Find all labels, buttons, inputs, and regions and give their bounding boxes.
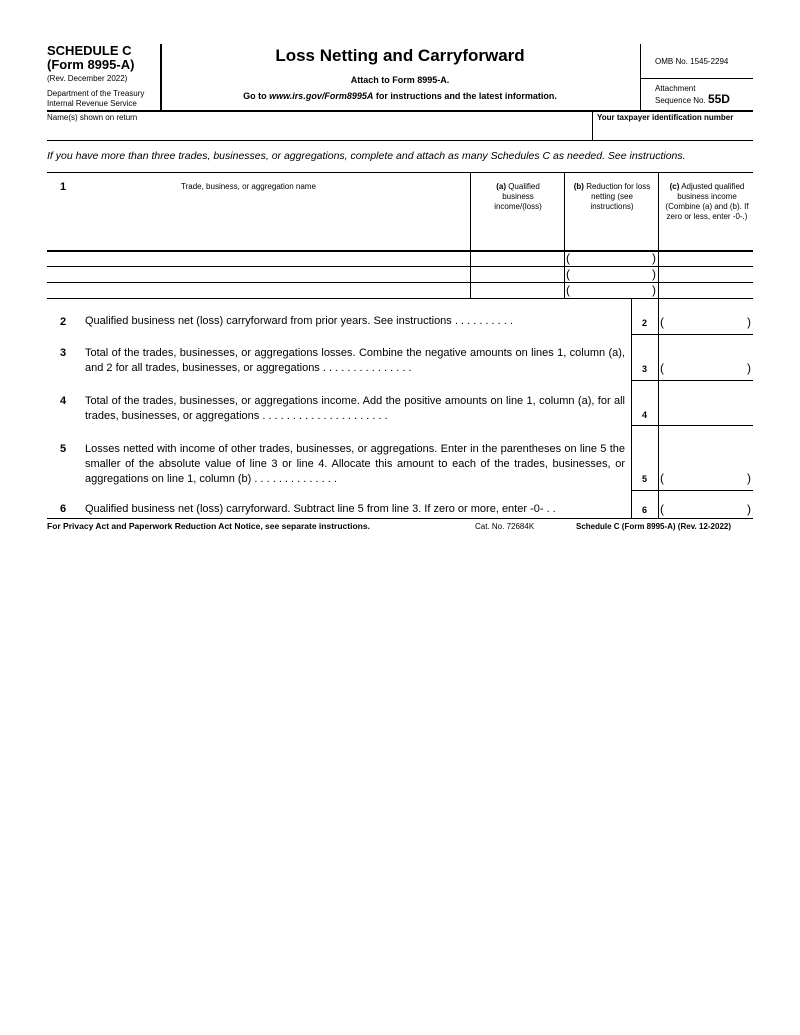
rule-line [47, 110, 753, 112]
rule-line [640, 78, 753, 79]
line-number-1: 1 [60, 181, 67, 193]
rule-line [47, 140, 753, 141]
paren: ( [566, 267, 570, 281]
col-a-header [480, 182, 556, 212]
text-span: Adjusted qualified business income (Combine (a) and (b). If zero or less, enter -0-.) [665, 182, 749, 221]
form-title: Loss Netting and Carryforward [275, 46, 525, 65]
rule-line [592, 110, 593, 140]
rule-line [47, 172, 753, 173]
rule-line [631, 334, 753, 335]
line-number-4: 4 [60, 395, 67, 407]
rule-line [47, 298, 753, 299]
catalog-number: Cat. No. 72684K [475, 522, 535, 531]
box-6-label: 6 [641, 505, 647, 515]
box-4-label: 4 [641, 410, 647, 420]
text-span: Losses netted with income of other trades, businesses, or aggregations. Enter in the parentheses on line 5 the smaller of the absolute value of line 3 or line 4. Allocate this amount to each of the trades, businesses, or aggregations on line 1, column (b) [85, 443, 625, 485]
box-5-label: 5 [641, 474, 647, 484]
line-number-5: 5 [60, 443, 67, 455]
rule-line [631, 380, 753, 381]
line-4-text [85, 394, 625, 424]
paren: ) [747, 502, 751, 516]
rule-line [631, 298, 632, 518]
line-number-3: 3 [60, 347, 67, 359]
text-span: (b) [573, 182, 584, 191]
paren: ( [566, 283, 570, 297]
line-6-amount-input[interactable] [667, 492, 747, 516]
line-5-amount-input[interactable] [667, 427, 747, 488]
text-span: . . . . . . . . . . . . . . [251, 473, 337, 485]
goto-note [160, 91, 640, 102]
paren: ( [660, 361, 664, 375]
form-number: (Form 8995-A) [47, 57, 135, 72]
box-3-label: 3 [641, 364, 647, 374]
omb-number: OMB No. 1545-2294 [655, 57, 729, 66]
text-span: Go to [243, 91, 270, 101]
line-3-amount-input[interactable] [667, 336, 747, 378]
rule-line [631, 425, 753, 426]
name-label: Name(s) shown on return [47, 113, 138, 122]
paren: ( [660, 471, 664, 485]
instruction-note: If you have more than three trades, businesses, or aggregations, complete and attach as many Schedules C as needed. See instructions. [47, 150, 686, 162]
rule-line [470, 172, 471, 298]
text-span: (a) [496, 182, 506, 191]
paren: ( [566, 251, 570, 265]
text-span: . . . . . . . . . . [451, 315, 513, 327]
tin-label: Your taxpayer identification number [597, 113, 734, 122]
text-span: Total of the trades, businesses, or aggregations income. Add the positive amounts on line 1, column (a), for all trades, businesses, or aggregations [85, 395, 625, 422]
paren: ( [660, 502, 664, 516]
irs: Internal Revenue Service [47, 99, 137, 108]
line-number-2: 2 [60, 316, 67, 328]
paren: ) [652, 283, 656, 297]
revision: (Rev. December 2022) [47, 74, 128, 83]
rule-line [631, 490, 753, 491]
text-span: . . [543, 503, 556, 515]
rule-line [564, 172, 565, 298]
footer-form-id: Schedule C (Form 8995-A) (Rev. 12-2022) [576, 522, 732, 531]
rule-line [47, 518, 753, 519]
text-span: . . . . . . . . . . . . . . . . . . . . . [259, 410, 388, 422]
text-span: Reduction for loss netting (see instructions) [583, 182, 651, 211]
line-number-6: 6 [60, 503, 67, 515]
paren: ) [747, 361, 751, 375]
line-6-text [85, 502, 630, 517]
line-2-amount-input[interactable] [667, 300, 747, 332]
attach-note: Attach to Form 8995-A. [350, 75, 450, 85]
text-span: Qualified business income/(loss) [494, 182, 542, 211]
paren: ) [747, 315, 751, 329]
line-2-text [85, 314, 625, 329]
line-4-amount-input[interactable] [660, 382, 750, 423]
sequence-number: 55D [707, 92, 730, 106]
row1-name-input[interactable] [48, 251, 468, 265]
line-3-text [85, 346, 625, 376]
text-span: Qualified business net (loss) carryforward from prior years. See instructions [85, 315, 452, 327]
attachment-label: Attachment [655, 84, 696, 93]
paren: ) [652, 267, 656, 281]
schedule-title: SCHEDULE C [47, 43, 132, 58]
irs-url[interactable]: www.irs.gov/Form8995A [269, 91, 374, 101]
tin-input[interactable] [597, 124, 747, 139]
department: Department of the Treasury [47, 89, 145, 98]
col-name-header: Trade, business, or aggregation name [181, 182, 316, 191]
text-span: (c) [669, 182, 680, 191]
rule-line [640, 44, 641, 110]
text-span: Sequence No. [655, 96, 706, 105]
col-c-header [661, 182, 753, 222]
privacy-notice: For Privacy Act and Paperwork Reduction Act Notice, see separate instructions. [47, 521, 370, 531]
box-2-label: 2 [641, 318, 647, 328]
rule-line [658, 172, 659, 518]
row2-name-input[interactable] [48, 267, 468, 281]
text-span: Qualified business net (loss) carryforward. Subtract line 5 from line 3. If zero or more, enter -0- [85, 503, 544, 515]
name-input[interactable] [47, 124, 587, 139]
sequence-label [655, 94, 730, 106]
row3-name-input[interactable] [48, 283, 468, 297]
paren: ) [747, 471, 751, 485]
text-span: . . . . . . . . . . . . . . . [319, 362, 412, 374]
col-b-header [570, 182, 654, 212]
paren: ) [652, 251, 656, 265]
line-5-text [85, 442, 625, 487]
text-span: for instructions and the latest information. [373, 91, 557, 101]
text-span: Total of the trades, businesses, or aggregations losses. Combine the negative amounts on lines 1, column (a), and 2 for all trades, businesses, or aggregations [85, 347, 625, 374]
paren: ( [660, 315, 664, 329]
